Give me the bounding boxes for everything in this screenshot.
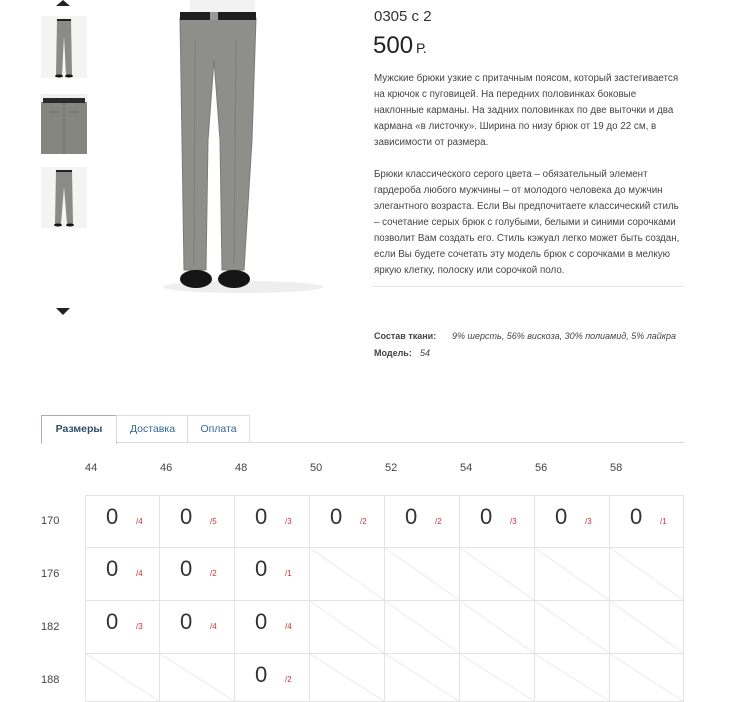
description-paragraph: Брюки классического серого цвета – обязательный элемент гардероба любого мужчины – от молодого человека до мужчин элегантного возраста. Если Вы предпочитаете классический стиль – сочетание серых брюк с голубыми, белыми и синими сорочками позволит Вам создать его. Стиль кэжуал легко может быть создан, если Вы будете сочетать эту модель брюк с сорочками в мелкую яркую клетку, полоску или сорочкой поло. — [374, 169, 680, 276]
gallery-prev-arrow-icon[interactable] — [56, 0, 70, 6]
stock-count: /4 — [136, 569, 143, 578]
size-cell-unavailable — [385, 601, 460, 654]
size-cell-unavailable — [385, 548, 460, 601]
description-paragraph: Мужские брюки узкие с притачным поясом, который застегивается на крючок с пуговицей. На передних половинках боковые наклонные карманы. На задних половинках по две выточки и два кармана «в листочку». Ширина по низу брюк от 19 до 22 см, в зависимости от размера. — [374, 73, 679, 148]
stock-count: /1 — [660, 517, 667, 526]
size-cell[interactable] — [85, 601, 160, 654]
order-quantity[interactable]: 0 — [630, 504, 643, 529]
stock-count: /2 — [435, 517, 442, 526]
thumbnail-back[interactable] — [41, 94, 87, 154]
stock-count: /3 — [585, 517, 592, 526]
size-cell[interactable] — [85, 548, 160, 601]
order-quantity[interactable]: 0 — [480, 504, 493, 529]
order-quantity[interactable]: 0 — [255, 504, 268, 529]
stock-count: /3 — [136, 622, 143, 631]
size-column-header: 48 — [235, 462, 248, 474]
size-cell[interactable] — [160, 495, 235, 548]
spec-label: Состав ткани: — [374, 331, 437, 341]
size-cell-unavailable — [460, 601, 535, 654]
product-description — [374, 71, 684, 279]
order-quantity[interactable]: 0 — [106, 504, 119, 529]
size-cell-unavailable — [535, 548, 610, 601]
stock-count: /2 — [360, 517, 367, 526]
order-quantity[interactable]: 0 — [180, 556, 193, 581]
stock-count: /2 — [285, 675, 292, 684]
size-column-header: 52 — [385, 462, 398, 474]
order-quantity[interactable]: 0 — [180, 504, 193, 529]
spec-value: 54 — [420, 348, 431, 358]
size-cell-unavailable — [535, 654, 610, 702]
size-column-header: 46 — [160, 462, 173, 474]
size-cell-unavailable — [310, 654, 385, 702]
size-cell-unavailable — [85, 654, 160, 702]
stock-count: /4 — [136, 517, 143, 526]
size-column-header: 50 — [310, 462, 323, 474]
height-row-header: 188 — [41, 674, 60, 686]
spec-value: 9% шерсть, 56% вискоза, 30% полиамид, 5% лайкра — [452, 331, 677, 341]
size-cell[interactable] — [235, 654, 310, 702]
height-row-header: 182 — [41, 621, 60, 633]
size-cell[interactable] — [460, 495, 535, 548]
height-row-header: 170 — [41, 515, 60, 527]
divider — [372, 286, 684, 287]
size-column-header: 56 — [535, 462, 548, 474]
order-quantity[interactable]: 0 — [255, 609, 268, 634]
product-code: 0305 с 2 — [374, 8, 432, 25]
size-cell-unavailable — [310, 601, 385, 654]
price-currency: Р. — [416, 40, 427, 56]
price-value: 500 — [373, 32, 414, 59]
stock-count: /2 — [210, 569, 217, 578]
order-quantity[interactable]: 0 — [106, 609, 119, 634]
size-column-header: 54 — [460, 462, 473, 474]
size-cell[interactable] — [535, 495, 610, 548]
size-grid — [85, 495, 684, 702]
order-quantity[interactable]: 0 — [106, 556, 119, 581]
size-column-header: 44 — [85, 462, 98, 474]
size-cell[interactable] — [85, 495, 160, 548]
spec-model — [374, 348, 430, 358]
order-quantity[interactable]: 0 — [405, 504, 418, 529]
trousers-detail-thumbnail-icon — [41, 94, 87, 154]
tab-payment[interactable]: Оплата — [187, 415, 250, 442]
size-cell[interactable] — [235, 495, 310, 548]
product-price — [373, 32, 427, 60]
thumbnail-front[interactable] — [41, 16, 87, 78]
order-quantity[interactable]: 0 — [330, 504, 343, 529]
order-quantity[interactable]: 0 — [555, 504, 568, 529]
product-main-image — [150, 0, 336, 294]
stock-count: /1 — [285, 569, 292, 578]
order-quantity[interactable]: 0 — [180, 609, 193, 634]
size-cell[interactable] — [160, 548, 235, 601]
stock-count: /4 — [285, 622, 292, 631]
size-cell-unavailable — [610, 654, 684, 702]
trousers-photo-icon — [150, 0, 336, 294]
spec-fabric — [374, 331, 676, 341]
size-cell-unavailable — [310, 548, 385, 601]
size-cell[interactable] — [160, 601, 235, 654]
size-cell-unavailable — [385, 654, 460, 702]
trousers-side-thumbnail-icon — [41, 167, 87, 228]
size-cell[interactable] — [235, 548, 310, 601]
info-tabs — [41, 415, 684, 443]
stock-count: /4 — [210, 622, 217, 631]
gallery-next-arrow-icon[interactable] — [56, 308, 70, 315]
size-cell-unavailable — [460, 548, 535, 601]
size-cell[interactable] — [610, 495, 684, 548]
thumbnail-side[interactable] — [41, 167, 87, 228]
size-cell[interactable] — [385, 495, 460, 548]
trousers-thumbnail-icon — [41, 16, 87, 78]
tab-sizes[interactable]: Размеры — [41, 415, 117, 444]
size-cell-unavailable — [460, 654, 535, 702]
size-column-header: 58 — [610, 462, 623, 474]
size-cell[interactable] — [310, 495, 385, 548]
size-cell[interactable] — [235, 601, 310, 654]
size-cell-unavailable — [535, 601, 610, 654]
stock-count: /5 — [210, 517, 217, 526]
tab-delivery[interactable]: Доставка — [116, 415, 189, 442]
order-quantity[interactable]: 0 — [255, 662, 268, 687]
size-cell-unavailable — [610, 601, 684, 654]
size-cell-unavailable — [160, 654, 235, 702]
stock-count: /3 — [510, 517, 517, 526]
order-quantity[interactable]: 0 — [255, 556, 268, 581]
spec-label: Модель: — [374, 348, 412, 358]
stock-count: /3 — [285, 517, 292, 526]
size-cell-unavailable — [610, 548, 684, 601]
height-row-header: 176 — [41, 568, 60, 580]
